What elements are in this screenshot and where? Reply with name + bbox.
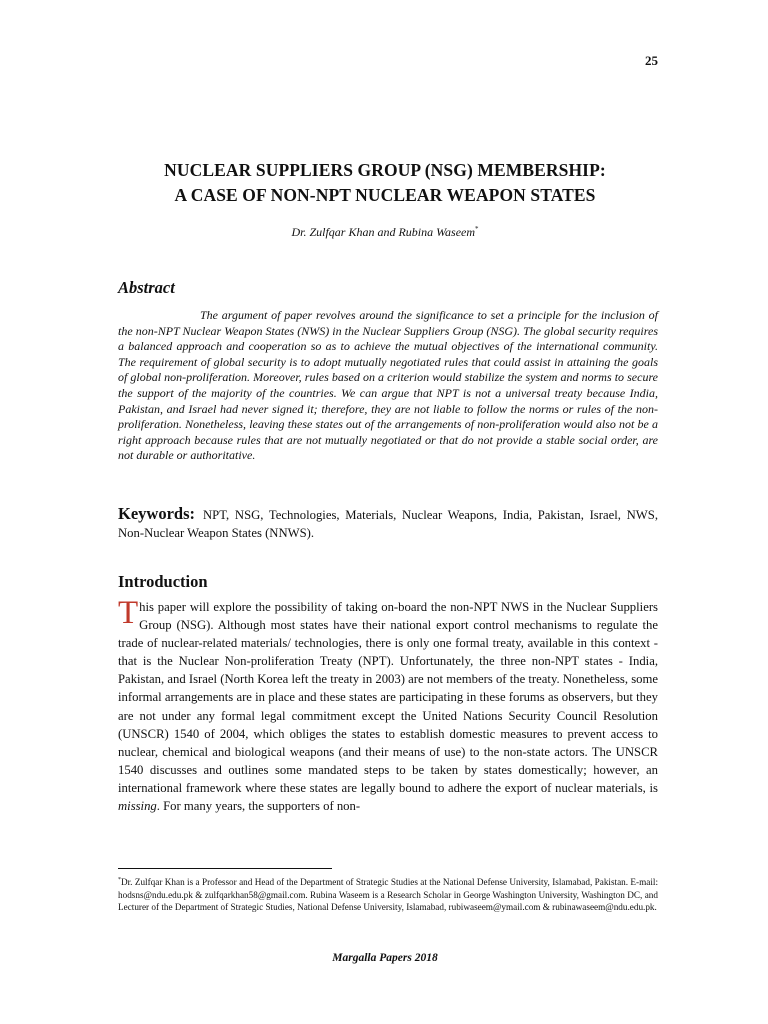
- footnote-marker: *: [118, 877, 121, 883]
- introduction-text-part-1: his paper will explore the possibility of taking on-board the non-NPT NWS in the Nuclear Suppliers Group (NSG). Although most states have their national export control mechanisms to regulate the trade of nuclear-related materials/ technologies, there is only one formal treaty, available in this context - that is the Nuclear Non-proliferation Treaty (NPT). Unfortunately, the three non-NPT states - India, Pakistan, and Israel (North Korea left the treaty in 2003) are not members of the treaty. Nonetheless, some informal arrangements are in place and these states are participating in these forums as observers, but they are not under any formal legal commitment except the United Nations Security Council Resolution (UNSCR) 1540 of 2004, which obliges the states to establish domestic measures to prevent access to nuclear, chemical and biological weapons (and their means of use) to the non-state actors. The UNSCR 1540 discusses and outlines some mandated steps to be taken by states domestically; however, an international framework where these states are legally bound to adhere the export of nuclear materials, is: [118, 600, 658, 795]
- authors-names: Dr. Zulfqar Khan and Rubina Waseem: [291, 225, 476, 239]
- abstract-heading: Abstract: [118, 278, 175, 297]
- footnote-text: Dr. Zulfqar Khan is a Professor and Head of the Department of Strategic Studies at the National Defense University, Islamabad, Pakistan. E-mail: hodsns@ndu.edu.pk & zulfqarkhan58@gmail.com. Rubina Waseem is a Research Scholar in George Washington University, Washington DC, and Lecturer of the Department of Strategic Studies, National Defense University, Islamabad, rubiwaseem@ymail.com & rubinawaseem@ndu.edu.pk.: [118, 877, 658, 913]
- page-number: 25: [645, 53, 658, 68]
- paper-title-line-2: A CASE OF NON-NPT NUCLEAR WEAPON STATES: [174, 185, 596, 205]
- drop-cap: T: [118, 595, 139, 631]
- footnote: [118, 874, 658, 914]
- authors-line: [100, 225, 670, 240]
- keywords-section: [118, 505, 658, 542]
- introduction-text-part-2: . For many years, the supporters of non-: [156, 799, 361, 814]
- paper-title: [100, 158, 670, 208]
- abstract-text: The argument of paper revolves around the significance to set a principle for the inclusion of the non-NPT Nuclear Weapon States (NWS) in the Nuclear Suppliers Group (NSG). The global security requires a balanced approach and cooperation so as to achieve the mutual objectives of the international community. The requirement of global security is to adopt mutually negotiated rules that could assist in attaining the goals of global non-proliferation. Moreover, rules based on a criterion would stabilize the system and norms to secure the support of the majority of the countries. We can argue that NPT is not a universal treaty because India, Pakistan, and Israel had never signed it; therefore, they are not liable to follow the norms or rules of the non-proliferation. Nonetheless, leaving these states out of the arrangements of non-proliferation would also not be a right approach because rules that are not mutually negotiated or that do not provide a stable social order, are not durable or authoritative.: [118, 308, 658, 463]
- keywords-text: NPT, NSG, Technologies, Materials, Nuclear Weapons, India, Pakistan, Israel, NWS, Non-Nuclear Weapon States (NNWS).: [118, 508, 658, 540]
- journal-footer: Margalla Papers 2018: [332, 952, 438, 964]
- authors-footnote-marker: *: [475, 225, 479, 233]
- introduction-italic-word: missing: [118, 799, 157, 814]
- paper-title-line-1: NUCLEAR SUPPLIERS GROUP (NSG) MEMBERSHIP:: [164, 160, 606, 180]
- introduction-text: [118, 595, 658, 815]
- keywords-label: Keywords:: [118, 504, 195, 523]
- introduction-heading: Introduction: [118, 572, 208, 591]
- footnote-divider: [118, 868, 332, 869]
